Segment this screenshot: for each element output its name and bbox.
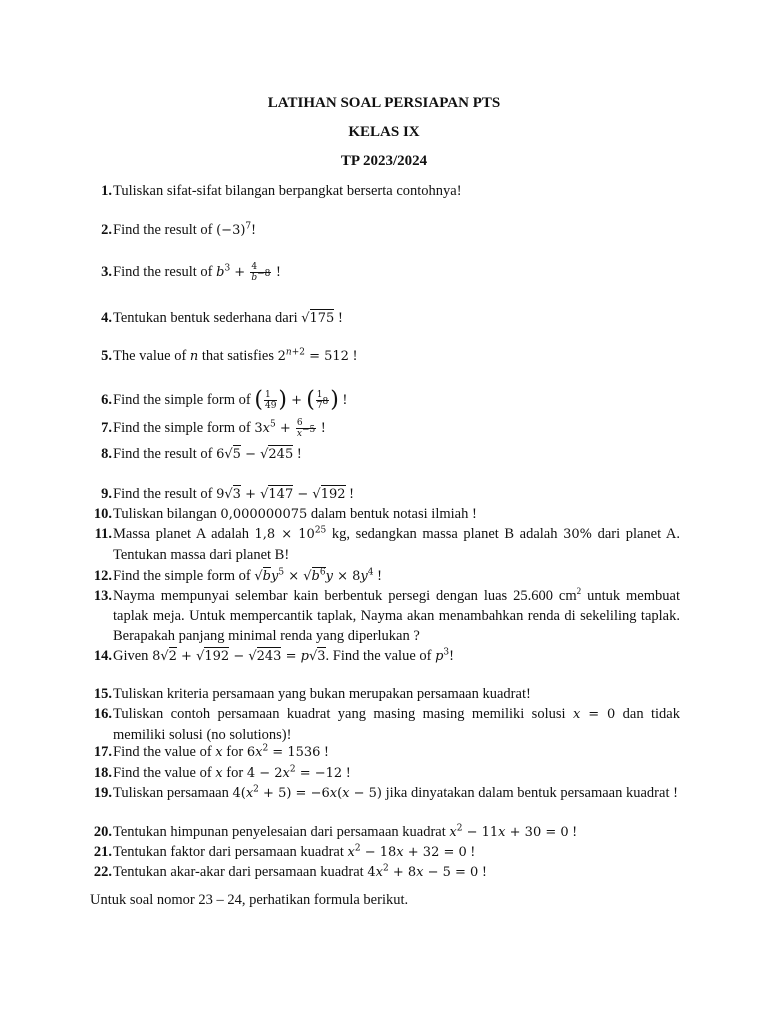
math-expr: $b^3$ + $\frac{4}{b^{-8}}$ [216,262,271,283]
question-18: 18. Find the value of x for $4 - 2x^2 = -12$ ! [93,764,351,781]
math-expr: $4 - 2x^2 = -12$ [246,764,343,781]
question-20: 20. Tentukan himpunan penyelesaian dari persamaan kuadrat $x^2 - 11x + 30 = 0$ ! [93,823,578,840]
question-6: 6. Find the simple form of ( $\frac{1}{49}$ ) + ( $\frac{1}{7^8}$ ) ! [101,387,348,413]
question-5: 5. The value of n that satisfies $2^{n+2} = 512$ ! [101,347,358,364]
footer-note: Untuk soal nomor 23 – 24, perhatikan formula berikut. [90,892,409,908]
doc-class: KELAS IX [348,124,420,140]
math-expr: $4(x^2 + 5) = -6x(x - 5)$ [232,784,382,801]
question-13: 13. Nayma mempunyai selembar kain berbentuk persegi dengan luas 25.600 $cm^2$ untuk membuat taplak meja. Untuk mempercantik taplak, Nayma akan menambahkan renda di sekeliling taplak. Berapakah panjang minimal renda yang diperlukan ? [93,586,680,644]
doc-title: LATIHAN SOAL PERSIAPAN PTS [267,95,501,111]
question-19: 19. Tuliskan persamaan $4(x^2 + 5) = -6x(x - 5)$ jika dinyatakan dalam bentuk persamaan kuadrat ! [93,784,678,801]
math-expr: $4x^2 + 8x - 5 = 0$ [367,863,479,880]
question-17: 17. Find the value of x for $6x^2 = 1536$ ! [93,743,329,760]
doc-year: TP 2023/2024 [340,153,428,169]
question-9: 9. Find the result of 9√3 + √147 − √192 ! [101,486,354,502]
math-expr: ( $\frac{1}{49}$ ) + ( $\frac{1}{7^8}$ ) [254,387,339,413]
math-expr: √175 [301,311,335,326]
math-expr: 8√2 + √192 − √243 = p√3 [152,649,326,664]
math-expr: 9√3 + √147 − √192 [216,487,346,502]
math-expr: $x^2 - 18x + 32 = 0$ [347,843,467,860]
question-11: 11. Massa planet A adalah $1,8 \times 10^{25}$ kg, sedangkan massa planet B adalah 30% dari planet A. Tentukan massa dari planet B! [94,525,681,563]
math-expr: $6x^2 = 1536$ [246,743,321,760]
question-21: 21. Tentukan faktor dari persamaan kuadrat $x^2 - 18x + 32 = 0$ ! [93,843,476,860]
question-16: 16. Tuliskan contoh persamaan kuadrat yang masing masing memiliki solusi x = 0 dan tidak memiliki solusi (no solutions)! [93,706,680,743]
question-8: 8. Find the result of 6√5 − √245 ! [101,446,302,462]
math-expr: $x^2 - 11x + 30 = 0$ [449,823,569,840]
question-12: 12. Find the simple form of $√by^5 \times √b^6y \times 8y^4$ ! [93,567,382,584]
math-expr: $2^{n+2} = 512$ [277,347,349,364]
math-expr: $1,8 \times 10^{25}$ [254,525,327,542]
question-1: 1. Tuliskan sifat-sifat bilangan berpangkat berserta contohnya! [101,183,462,199]
question-14: 14. Given 8√2 + √192 − √243 = p√3. Find the value of $p^3$! [93,647,454,664]
math-expr: $(-3)^7$ [216,221,252,238]
question-22: 22. Tentukan akar-akar dari persamaan kuadrat $4x^2 + 8x - 5 = 0$ ! [93,863,487,880]
math-expr: x = 0 [572,707,616,722]
math-expr: $√by^5 \times √b^6y \times 8y^4$ [254,567,374,584]
question-3: 3. Find the result of $b^3$ + $\frac{4}{b^{-8}}$ ! [101,262,281,283]
question-15: 15. Tuliskan kriteria persamaan yang bukan merupakan persamaan kuadrat! [93,686,531,702]
question-7: 7. Find the simple form of $3x^5$ + $\frac{6}{x^{-5}}$ ! [101,418,326,439]
math-expr: $3x^5$ + $\frac{6}{x^{-5}}$ [254,418,316,439]
question-4: 4. Tentukan bentuk sederhana dari √175 ! [101,310,343,326]
question-2: 2. Find the result of $(-3)^7$! [101,221,256,238]
math-expr: 6√5 − √245 [216,447,294,462]
question-10: 10. Tuliskan bilangan 0,000000075 dalam bentuk notasi ilmiah ! [93,506,477,522]
